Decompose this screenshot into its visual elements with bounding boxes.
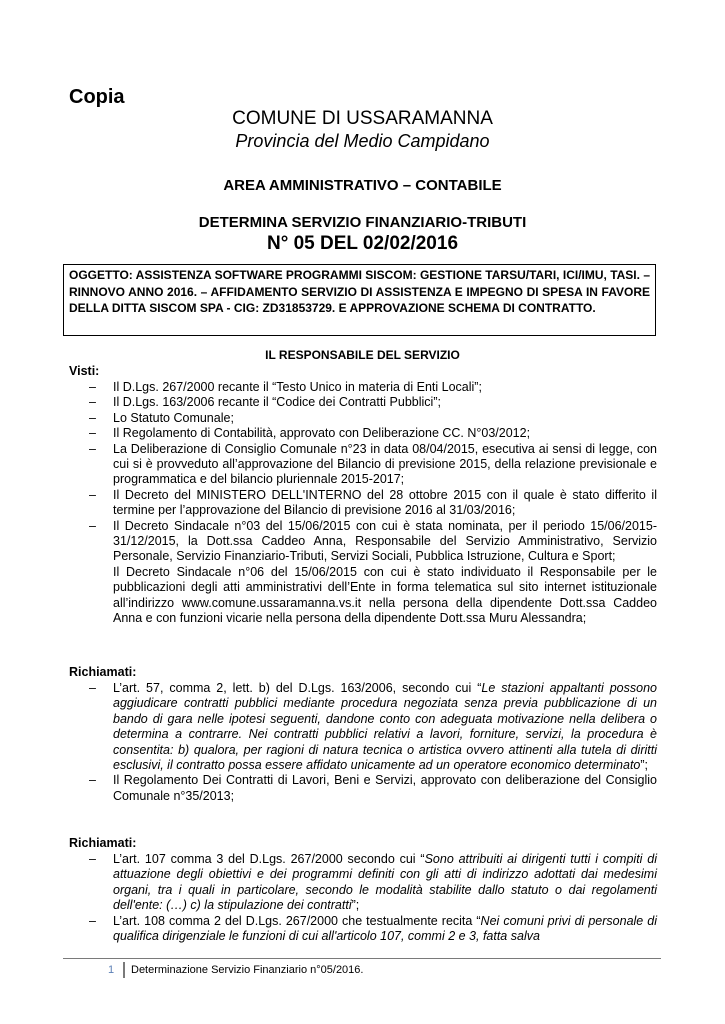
determina-number: N° 05 DEL 02/02/2016: [266, 233, 459, 254]
list-item: – L’art. 108 comma 2 del D.Lgs. 267/2000 che testualmente recita “Nei comuni privi di personale di qualifica dirigenziale le funzioni di cui all'articolo 107, commi 2 e 3, fatta salva: [89, 913, 658, 944]
footer-divider: [63, 958, 661, 959]
list-item: – Lo Statuto Comunale;: [89, 410, 234, 425]
list-item: – Il D.Lgs. 267/2000 recante il “Testo Unico in materia di Enti Locali”;: [89, 380, 482, 394]
list-item: – La Deliberazione di Consiglio Comunale n°23 in data 08/04/2015, esecutiva ai sensi di legge, con cui si è provveduto all’approvazione del Bilancio di previsione 2015, della relazione previsionale e programmatica e del bilancio pluriennale 2015-2017;: [89, 441, 657, 487]
list-item: – Il Decreto del MINISTERO DELL'INTERNO del 28 ottobre 2015 con il quale è stato differito il termine per l’approvazione del Bilancio di previsione 2016 al 31/03/2016;: [89, 487, 657, 518]
list-item: – Il D.Lgs. 163/2006 recante il “Codice dei Contratti Pubblici”;: [89, 395, 441, 410]
dash-bullet: –: [89, 380, 96, 394]
responsabile-heading: IL RESPONSABILE DEL SERVIZIO: [265, 348, 460, 362]
determina-title: DETERMINA SERVIZIO FINANZIARIO-TRIBUTI: [198, 214, 527, 231]
footer-text: Determinazione Servizio Finanziario n°05/2016.: [131, 964, 364, 976]
dash-bullet: –: [89, 395, 96, 410]
list-item: – L’art. 107 comma 3 del D.Lgs. 267/2000 secondo cui “Sono attribuiti ai dirigenti tutti i compiti di attuazione degli obiettivi e dei programmi definiti con gli atti di indirizzo adottati dai medesimi organi, tra i quali in particolare, secondo le modalità stabilite dallo statuto o dai regolamenti dell'ente: (…) c) la stipulazione dei contratti”;: [89, 852, 657, 913]
footer-separator: [123, 962, 125, 978]
comune-title: COMUNE DI USSARAMANNA: [232, 108, 493, 129]
list-item: – Il Decreto Sindacale n°03 del 15/06/2015 con cui è stata nominata, per il periodo 15/06/2015-31/12/2015, la Dott.ssa Caddeo Anna, Responsabile del Servizio Amministrativo, Servizio Personale, Servizio Finanziario-Tributi, Servizi Sociali, Pubblica Istruzione, Cultura e Sport;: [89, 518, 657, 564]
richiamati-heading-1: Richiamati:: [69, 665, 137, 679]
dash-bullet: –: [89, 852, 96, 866]
dash-bullet: –: [89, 410, 96, 425]
list-item: Il Decreto Sindacale n°06 del 15/06/2015 con cui è stato individuato il Responsabile per le pubblicazioni degli atti amministrativi dell’Ente in forma telematica sul sito internet istituzionale all’indirizzo www.comune.ussaramanna.vs.it nella persona della dipendente Dott.ssa Caddeo Anna e con funzioni vicarie nella persona della dipendente Dott.ssa Muru Alessandra;: [113, 564, 657, 626]
oggetto-box: OGGETTO: ASSISTENZA SOFTWARE PROGRAMMI SISCOM: GESTIONE TARSU/TARI, ICI/IMU, TASI. – RINNOVO ANNO 2016. – AFFIDAMENTO SERVIZIO DI ASSISTENZA E IMPEGNO DI SPESA IN FAVORE DELLA DITTA SISCOM SPA - CIG: ZD31853729. E APPROVAZIONE SCHEMA DI CONTRATTO.: [63, 264, 656, 336]
dash-bullet: –: [89, 681, 96, 695]
copia-label: Copia: [69, 86, 125, 108]
provincia-subtitle: Provincia del Medio Campidano: [235, 131, 490, 151]
list-item: – L’art. 57, comma 2, lett. b) del D.Lgs. 163/2006, secondo cui “Le stazioni appaltanti possono aggiudicare contratti pubblici mediante procedura negoziata senza previa pubblicazione di un bando di gara nelle ipotesi seguenti, dandone conto con adeguata motivazione nella delibera o determina a contrarre. Nei contratti pubblici relativi a lavori, forniture, servizi, la procedura è consentita: b) qualora, per ragioni di natura tecnica o artistica ovvero attinenti alla tutela di diritti esclusivi, il contratto possa essere affidato unicamente ad un operatore economico determinato”;: [89, 681, 657, 773]
visti-heading: Visti:: [69, 364, 100, 378]
area-heading: AREA AMMINISTRATIVO – CONTABILE: [223, 177, 502, 194]
richiamati-list-2: [69, 852, 657, 944]
list-item: – Il Regolamento Dei Contratti di Lavori, Beni e Servizi, approvato con deliberazione del Consiglio Comunale n°35/2013;: [89, 773, 657, 803]
dash-bullet: –: [89, 518, 96, 533]
richiamati-list-1: [69, 681, 657, 804]
dash-bullet: –: [89, 441, 96, 456]
dash-bullet: –: [89, 426, 96, 441]
dash-bullet: –: [89, 487, 96, 502]
list-item: – Il Regolamento di Contabilità, approvato con Deliberazione CC. N°03/2012;: [89, 426, 531, 441]
dash-bullet: –: [89, 913, 96, 928]
visti-list: [69, 380, 657, 627]
page-number: 1: [108, 964, 115, 976]
richiamati-heading-2: Richiamati:: [69, 836, 137, 850]
dash-bullet: –: [89, 773, 96, 788]
